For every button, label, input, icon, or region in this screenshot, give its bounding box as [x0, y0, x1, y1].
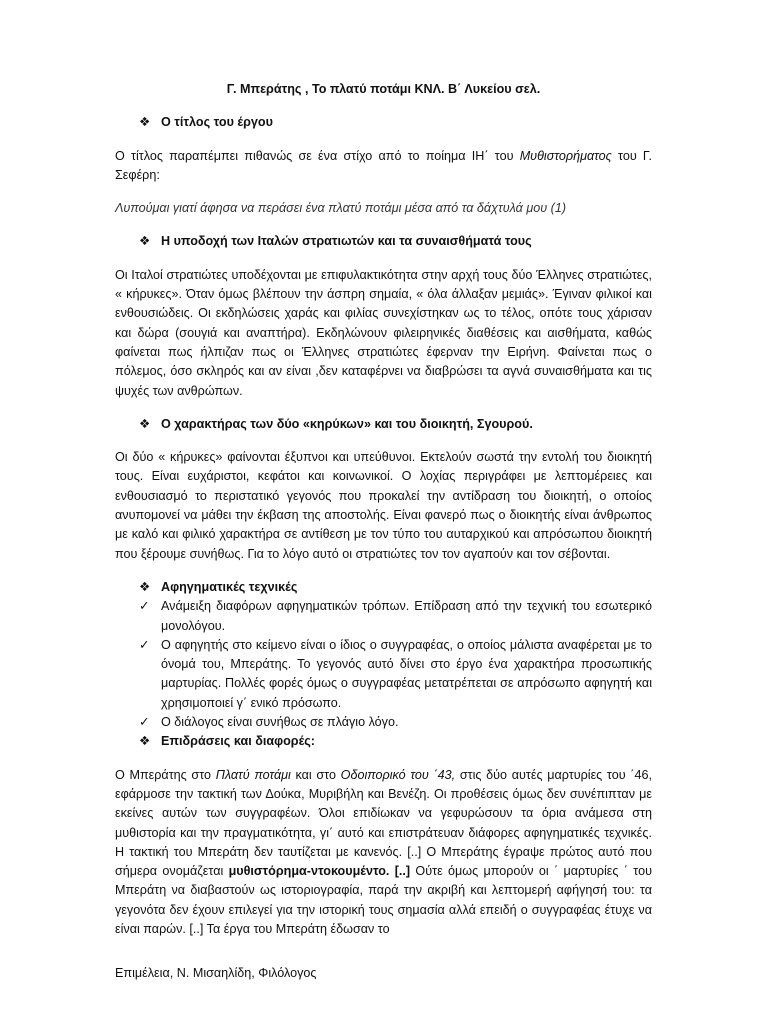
diamond-bullet-icon: ❖ — [139, 734, 151, 749]
paragraph-title-reference — [115, 147, 652, 186]
poem-quote: Λυπούμαι γιατί άφησα να περάσει ένα πλατύ ποτάμι μέσα από τα δάχτυλά μου (1) — [115, 201, 567, 216]
list-item-text: Ανάμειξη διαφόρων αφηγηματικών τρόπων. Επίδραση από την τεχνική του εσωτερικό μονολόγου. — [161, 599, 652, 633]
heading-text: Η υποδοχή των Ιταλών στρατιωτών και τα συναισθήματά τους — [161, 234, 532, 249]
text-run-bold: μυθιστόρημα-ντοκουμέντο. [..] — [228, 864, 411, 879]
text-run: Ο τίτλος παραπέμπει πιθανώς σε ένα στίχο από το ποίημα ΙΗ΄ του — [115, 148, 520, 163]
list-item-text: Ο διάλογος είναι συνήθως σε πλάγιο λόγο. — [161, 715, 399, 730]
list-item — [115, 597, 652, 636]
text-run-italic: Μυθιστορήματος — [519, 148, 612, 163]
document-page — [115, 80, 652, 953]
diamond-bullet-icon: ❖ — [139, 115, 151, 130]
check-bullet-icon: ✓ — [139, 637, 150, 652]
paragraph-italian-reception: Οι Ιταλοί στρατιώτες υποδέχονται με επιφυλακτικότητα στην αρχή τους δύο Έλληνες στρατιώτες, « κήρυκες». Όταν όμως βλέπουν την άσπρη σημαία, « όλα άλλαξαν μεμιάς». Έγιναν φιλικοί και ενθουσιώδεις. Οι εκδηλώσεις χαράς και φιλίας συνεχίστηκαν ως το τέλος, οπότε τους χάρισαν και δώρα (σουγιά και αναπτήρα). Εκδηλώνουν φιλειρηνικές διαθέσεις και αισθήματα, καθώς φαίνεται πως ήλπιζαν πως οι Έλληνες στρατιώτες έφερναν την Ειρήνη. Φαίνεται πως ο πόλεμος, όσο σκληρός και αν είναι ,δεν καταφέρνει να διαβρώσει τα αγνά συναισθήματα και τις ψυχές των ανθρώπων. — [115, 267, 652, 398]
text-run: και στο — [290, 767, 341, 782]
list-item-text: Ο αφηγητής στο κείμενο είναι ο ίδιος ο συγγραφέας, ο οποίος μάλιστα αναφέρεται με το όνομά του, Μπεράτης. Το γεγονός αυτό δίνει στο έργο ένα χαρακτήρα προσωπικής μαρτυρίας. Πολλές φορές όμως ο συγγραφέας μετατρέπεται σε απρόσωπο αφηγητή και χρησιμοποιεί γ΄ ενικό πρόσωπο. — [161, 637, 652, 710]
text-run: Ο Μπεράτης στο — [115, 767, 216, 782]
text-run-italic: Πλατύ ποτάμι — [215, 767, 291, 782]
text-run: Ούτε όμως μπορούν οι ΄ μαρτυρίες ΄ του Μπεράτη να διαβαστούν ως ιστοριογραφία, παρά την ακριβή και λεπτομερή αφήγησή του: τα γεγονότα δεν έχουν επιλεγεί για την ιστορική τους σημασία αλλά επειδή ο συγγραφέας έτυχε να είναι παρών. [..] Τα έργα του Μπεράτη έδωσαν το — [115, 864, 652, 936]
check-bullet-icon: ✓ — [139, 599, 150, 614]
list-item — [115, 732, 652, 751]
section-heading-title-of-work — [115, 113, 652, 132]
section-heading-characters — [115, 415, 652, 434]
text-run-italic: Οδοιπορικό του ΄43, — [340, 767, 456, 782]
heading-text: Ο χαρακτήρας των δύο «κηρύκων» και του διοικητή, Σγουρού. — [161, 416, 533, 431]
diamond-bullet-icon: ❖ — [139, 234, 151, 249]
section-heading-italian-reception — [115, 232, 652, 251]
paragraph-influences — [115, 766, 652, 940]
list-item-text: Επιδράσεις και διαφορές: — [161, 734, 315, 749]
techniques-list — [115, 578, 652, 752]
paragraph-characters: Οι δύο « κήρυκες» φαίνονται έξυπνοι και υπεύθυνοι. Εκτελούν σωστά την εντολή του διοικητή τους. Είναι ευχάριστοι, κεφάτοι και κοινωνικοί. Ο λοχίας περιγράφει με λεπτομέρειες και ενθουσιασμό το περιστατικό γεγονός που προκαλεί την αντίδραση του διοικητή, ο οποίος ανυπομονεί να μάθει την έκβαση της αποστολής. Είναι φανερό πως ο διοικητής είναι άνθρωπος με καλό και φιλικό χαρακτήρα σε αντίθεση με τον τύπο του αυταρχικού και απρόσωπου διοικητή που ξέρουμε συνήθως. Για το λόγο αυτό οι στρατιώτες τον τον αγαπούν και τον σέβονται. — [115, 450, 652, 561]
list-item — [115, 578, 652, 597]
list-item — [115, 713, 652, 732]
heading-text: Ο τίτλος του έργου — [161, 115, 273, 130]
text-run: στις δύο αυτές μαρτυρίες του ΄46, εφάρμοσε την τακτική των Δούκα, Μυριβήλη και Βενέζη. Οι προθέσεις όμως δεν συνέπιπταν με εκείνες αυτών των συγγραφέων. Όλοι επιδίωκαν να γεφυρώσουν τα όρια ανάμεσα στη μυθιστορία και την πραγματικότητα, γι΄ αυτό και επιστράτευαν διάφορες αφηγηματικές τεχνικές. Η τακτική του Μπεράτη δεν ταυτίζεται με κανενός. [..] Ο Μπεράτης έγραψε πρώτος αυτό που σήμερα ονομάζεται — [115, 767, 652, 879]
list-item — [115, 636, 652, 713]
diamond-bullet-icon: ❖ — [139, 416, 151, 431]
diamond-bullet-icon: ❖ — [139, 579, 151, 594]
check-bullet-icon: ✓ — [139, 715, 150, 730]
page-footer: Επιμέλεια, Ν. Μισαηλίδη, Φιλόλογος — [115, 966, 317, 980]
list-item-text: Αφηγηματικές τεχνικές — [161, 579, 298, 594]
text-run: του Γ. Σεφέρη: — [115, 148, 652, 182]
document-title: Γ. Μπεράτης , Το πλατύ ποτάμι ΚΝΛ. Β΄ Λυκείου σελ. — [226, 82, 541, 96]
